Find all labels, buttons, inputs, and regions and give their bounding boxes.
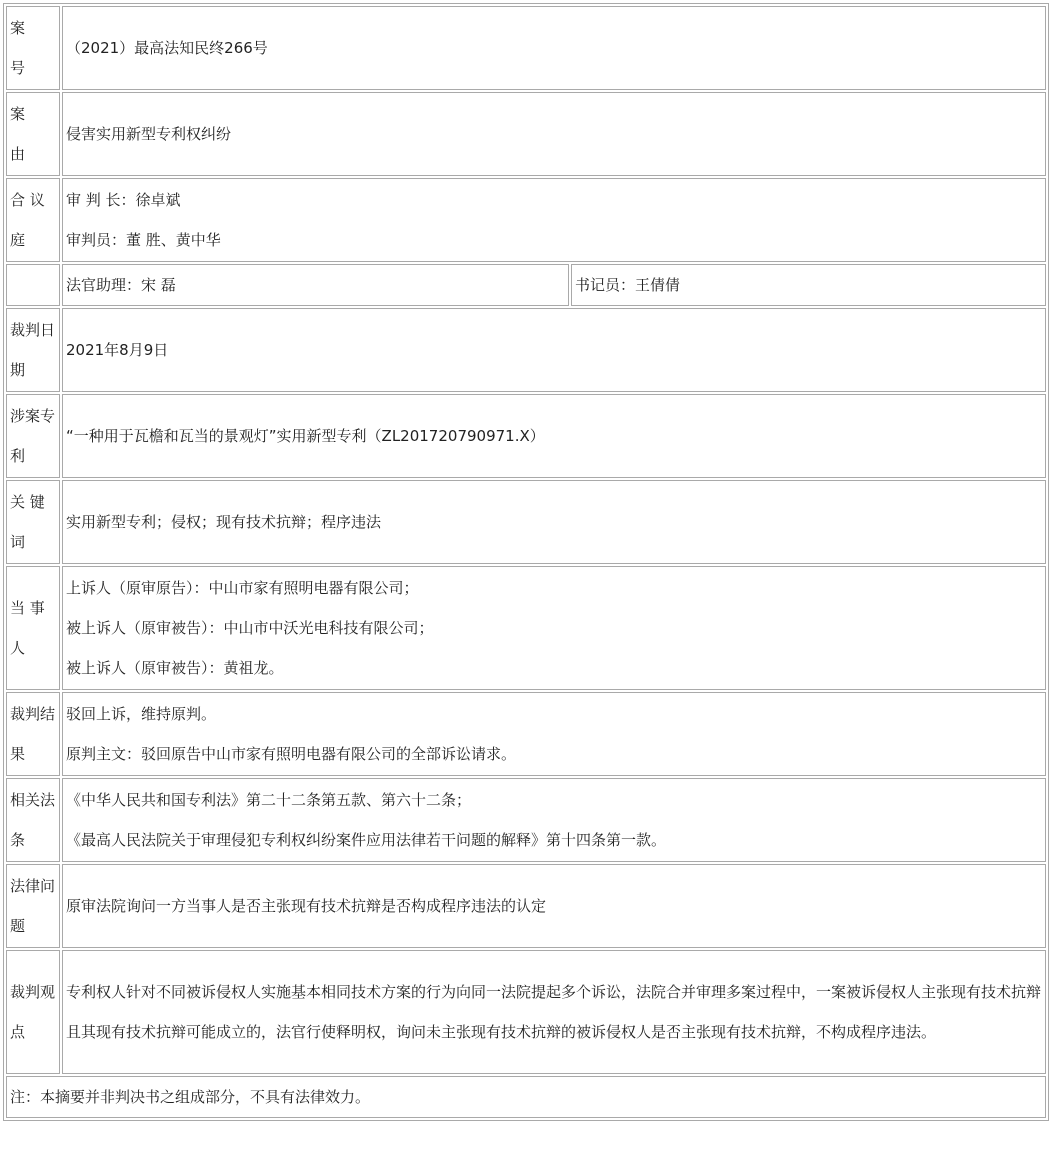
value-legal-issue: 原审法院询问一方当事人是否主张现有技术抗辩是否构成程序违法的认定 [62,864,1046,948]
value-case-number: （2021）最高法知民终266号 [62,6,1046,90]
value-assistant: 法官助理：宋 磊 [62,264,569,306]
label-parties: 当 事 人 [6,566,60,690]
result-line-2: 原判主文：驳回原告中山市家有照明电器有限公司的全部诉讼请求。 [66,745,517,763]
label-result: 裁判结果 [6,692,60,776]
label-keywords: 关 键 词 [6,480,60,564]
row-patent [6,394,1046,478]
row-parties [6,566,1046,690]
panel-judges: 审判员：董 胜、黄中华 [66,231,221,249]
party-appellee-2: 被上诉人（原审被告）：黄祖龙。 [66,659,284,677]
label-judgment-date: 裁判日期 [6,308,60,392]
label-judgment-view: 裁判观点 [6,950,60,1074]
row-note [6,1076,1046,1118]
label-case-number: 案 号 [6,6,60,90]
label-related-law: 相关法条 [6,778,60,862]
law-line-1: 《中华人民共和国专利法》第二十二条第五款、第六十二条； [66,791,472,809]
panel-chief: 审 判 长：徐卓斌 [66,191,181,209]
value-panel [62,178,1046,262]
label-cause: 案 由 [6,92,60,176]
party-appellant: 上诉人（原审原告）：中山市家有照明电器有限公司； [66,579,419,597]
law-line-2: 《最高人民法院关于审理侵犯专利权纠纷案件应用法律若干问题的解释》第十四条第一款。 [66,831,667,849]
row-result [6,692,1046,776]
case-summary-table [3,3,1049,1121]
value-keywords: 实用新型专利；侵权；现有技术抗辩；程序违法 [62,480,1046,564]
row-keywords [6,480,1046,564]
label-patent: 涉案专利 [6,394,60,478]
label-empty [6,264,60,306]
value-judgment-date: 2021年8月9日 [62,308,1046,392]
value-note: 注：本摘要并非判决书之组成部分，不具有法律效力。 [6,1076,1046,1118]
row-legal-issue [6,864,1046,948]
row-judgment-date [6,308,1046,392]
row-assistant-clerk [6,264,1046,306]
row-related-law [6,778,1046,862]
row-case-number [6,6,1046,90]
value-patent: “一种用于瓦檐和瓦当的景观灯”实用新型专利（ZL201720790971.X） [62,394,1046,478]
result-line-1: 驳回上诉，维持原判。 [66,705,217,723]
row-panel [6,178,1046,262]
value-clerk: 书记员：王倩倩 [571,264,1046,306]
label-panel: 合 议 庭 [6,178,60,262]
value-cause: 侵害实用新型专利权纠纷 [62,92,1046,176]
party-appellee-1: 被上诉人（原审被告）：中山市中沃光电科技有限公司； [66,619,434,637]
row-cause [6,92,1046,176]
label-legal-issue: 法律问题 [6,864,60,948]
value-judgment-view: 专利权人针对不同被诉侵权人实施基本相同技术方案的行为向同一法院提起多个诉讼，法院合并审理多案过程中，一案被诉侵权人主张现有技术抗辩且其现有技术抗辩可能成立的，法官行使释明权，询问未主张现有技术抗辩的被诉侵权人是否主张现有技术抗辩，不构成程序违法。 [62,950,1046,1074]
value-result [62,692,1046,776]
row-judgment-view [6,950,1046,1074]
value-parties [62,566,1046,690]
value-related-law [62,778,1046,862]
